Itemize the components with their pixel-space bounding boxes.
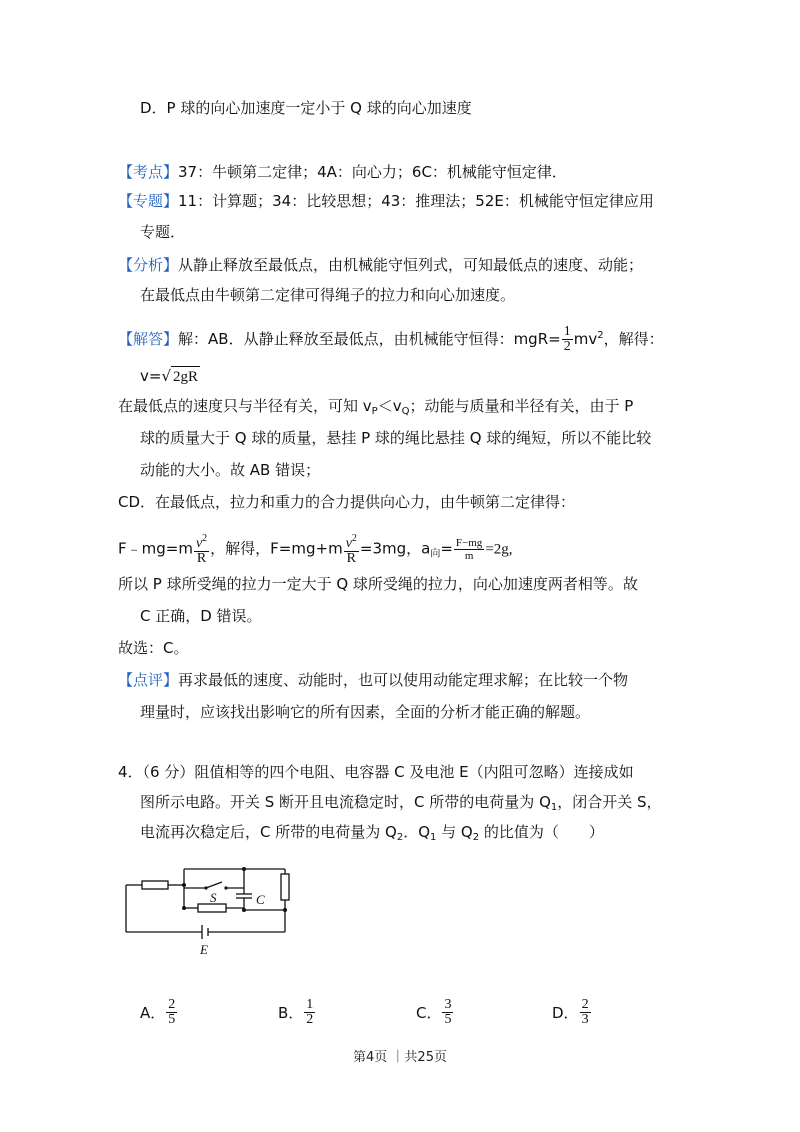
fenxi-text: 从静止释放至最低点，由机械能守恒列式，可知最低点的速度、动能； [178,256,644,274]
resistor-r3 [198,904,226,912]
cd-line: CD．在最低点，拉力和重力的合力提供向心力，由牛顿第二定律得： [118,493,576,511]
choose-line: 故选：C。 [118,639,189,657]
circuit-diagram [122,858,302,958]
page-footer: 第4页 ｜共25页 [353,1050,447,1065]
q4-line2: 图所示电路。开关 S 断开且电流稳定时，C 所带的电荷量为 $Q_1$，闭合开关 S， [140,793,662,813]
jieda-line: 【解答】解：AB．从静止释放至最低点，由机械能守恒得：mgR= $\frac{1}{2}$ $mv^2$，解得： [118,324,664,354]
zhuanti-text: 11：计算题；34：比较思想；43：推理法；52E：机械能守恒定律应用 [178,192,654,210]
kaodian-tag: 【考点】 [118,163,179,181]
option-b[interactable]: B． $\frac{1}{2}$ [278,997,314,1027]
label-c: C [256,892,265,907]
v2-over-R-fraction-2: $\frac{v^2}{R}$ [345,533,357,566]
zhuanti-line [118,191,654,211]
dianping-line [118,670,628,690]
kaodian-line [118,162,567,182]
fenxi-line-2: 在最低点由牛顿第二定律可得绳子的拉力和向心加速度。 [140,286,516,304]
zhuanti-line-2: 专题． [140,223,186,241]
dianping-line-2: 理量时，应该找出影响它的所有因素，全面的分析才能正确的解题。 [140,703,591,721]
fenxi-tag: 【分析】 [118,256,179,274]
fenxi-line [118,255,643,275]
label-e: E [200,942,208,957]
conclusion-line2: C 正确，D 错误。 [140,607,262,625]
sqrt-2gR: 2gR [171,366,200,387]
para1-line1: 在最低点的速度只与半径有关，可知 $v_P<v_Q$；动能与质量和半径有关，由于 P [118,397,634,417]
q4-line1: 4．（6 分）阻值相等的四个电阻、电容器 C 及电池 E（内阻可忽略）连接成如 [118,763,634,781]
para1-line2: 球的质量大于 Q 球的质量，悬挂 P 球的绳比悬挂 Q 球的绳短，所以不能比较 [140,429,652,447]
fmg-over-m-fraction: $\frac{F-mg}{m}$ [455,536,483,562]
switch-blade [206,882,222,888]
option-d[interactable]: D． $\frac{2}{3}$ [552,997,589,1027]
option-a[interactable]: A． $\frac{2}{5}$ [140,997,176,1027]
conclusion-line1: 所以 P 球所受绳的拉力一定大于 Q 球所受绳的拉力，向心加速度两者相等。故 [118,575,638,593]
half-fraction: $\frac{1}{2}$ [563,324,571,354]
v2-over-R-fraction: $\frac{v^2}{R}$ [195,533,208,566]
option-c[interactable]: C． $\frac{3}{5}$ [416,997,452,1027]
dianping-text: 再求最低的速度、动能时，也可以使用动能定理求解；在比较一个物 [178,671,629,689]
equation-line: F﹣mg=m $\frac{v^2}{R}$ ，解得，F=mg+m $\frac{v^2}{R}$ =3mg，$a_向=$ $\frac{F-mg}{m}$ =2g, [118,533,513,566]
resistor-r1 [142,881,168,889]
dianping-tag: 【点评】 [118,671,179,689]
resistor-r4 [281,874,289,900]
jieda-tag: 【解答】 [118,330,179,348]
option-d-previous: D．P 球的向心加速度一定小于 Q 球的向心加速度 [140,99,472,117]
zhuanti-tag: 【专题】 [118,192,179,210]
jieda-text: 解：AB．从静止释放至最低点，由机械能守恒得：mgR= [178,330,561,348]
label-s: S [210,890,217,905]
para1-line3: 动能的大小。故 AB 错误； [140,461,321,479]
kaodian-text: 37：牛顿第二定律；4A：向心力；6C：机械能守恒定律． [178,163,567,181]
q4-line3: 电流再次稳定后，C 所带的电荷量为 $Q_2$．$Q_1$ 与 $Q_2$ 的比值为（ ） [140,823,604,843]
velocity-result: v=√ 2gR [140,367,199,385]
